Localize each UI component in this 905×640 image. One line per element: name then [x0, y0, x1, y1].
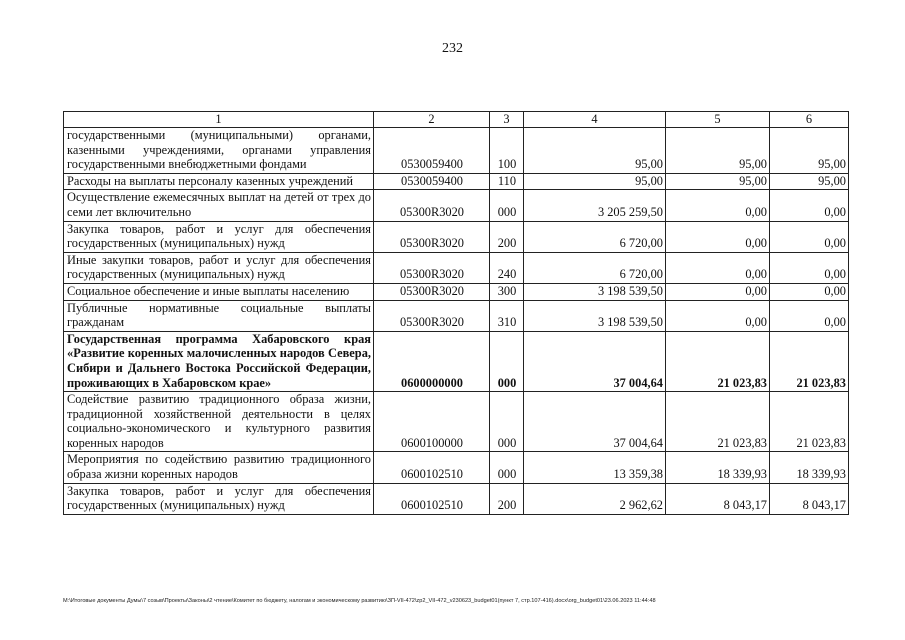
row-name: Социальное обеспечение и иные выплаты населению — [64, 283, 374, 300]
row-target-code: 05300R3020 — [374, 252, 490, 283]
table-row — [64, 331, 849, 391]
row-value-col6: 0,00 — [770, 190, 849, 221]
row-value-col4: 6 720,00 — [524, 252, 666, 283]
table-row — [64, 452, 849, 483]
row-name: Содействие развитию традиционного образа жизни, традиционной хозяйственной деятельности в целях социально-экономического и культурного развития коренных народов — [64, 392, 374, 452]
row-target-code: 0600000000 — [374, 331, 490, 391]
header-col-6: 6 — [770, 112, 849, 128]
row-target-code: 0530059400 — [374, 128, 490, 174]
row-target-code: 0600100000 — [374, 392, 490, 452]
row-expense-type: 100 — [490, 128, 524, 174]
row-value-col6: 21 023,83 — [770, 392, 849, 452]
row-value-col5: 0,00 — [666, 283, 770, 300]
table-row — [64, 283, 849, 300]
row-name: Расходы на выплаты персоналу казенных учреждений — [64, 173, 374, 190]
table-row — [64, 392, 849, 452]
row-expense-type: 310 — [490, 300, 524, 331]
row-value-col4: 3 205 259,50 — [524, 190, 666, 221]
row-value-col5: 18 339,93 — [666, 452, 770, 483]
row-value-col4: 6 720,00 — [524, 221, 666, 252]
row-value-col4: 3 198 539,50 — [524, 283, 666, 300]
row-expense-type: 200 — [490, 483, 524, 514]
row-expense-type: 000 — [490, 452, 524, 483]
row-value-col6: 95,00 — [770, 173, 849, 190]
row-value-col4: 3 198 539,50 — [524, 300, 666, 331]
row-name: Государственная программа Хабаровского края «Развитие коренных малочисленных народов Севера, Сибири и Дальнего Востока Российской Федерации, проживающих в Хабаровском крае» — [64, 331, 374, 391]
row-value-col5: 0,00 — [666, 221, 770, 252]
row-name: Закупка товаров, работ и услуг для обеспечения государственных (муниципальных) нужд — [64, 221, 374, 252]
row-target-code: 05300R3020 — [374, 283, 490, 300]
row-value-col6: 8 043,17 — [770, 483, 849, 514]
table-row — [64, 190, 849, 221]
row-value-col4: 37 004,64 — [524, 392, 666, 452]
row-expense-type: 200 — [490, 221, 524, 252]
row-value-col5: 21 023,83 — [666, 331, 770, 391]
table-row — [64, 128, 849, 174]
row-value-col5: 8 043,17 — [666, 483, 770, 514]
row-value-col6: 21 023,83 — [770, 331, 849, 391]
row-value-col6: 18 339,93 — [770, 452, 849, 483]
row-expense-type: 000 — [490, 331, 524, 391]
budget-table — [63, 111, 849, 515]
file-path-footer: M:\Итоговые документы Думы\7 созыв\Проекты\Законы\2 чтение\Комитет по бюджету, налогам и экономическому развитию\ЗП-VII-472\zp2_VII-472_v230623_budget01(пункт 7, стр.107-416).docx\org_budget01\23.06.2023 11:44:48 — [63, 598, 656, 604]
table-header-row — [64, 112, 849, 128]
table-row — [64, 300, 849, 331]
header-col-1: 1 — [64, 112, 374, 128]
row-name: Публичные нормативные социальные выплаты гражданам — [64, 300, 374, 331]
row-name: Осуществление ежемесячных выплат на детей от трех до семи лет включительно — [64, 190, 374, 221]
row-value-col4: 95,00 — [524, 173, 666, 190]
row-name: Закупка товаров, работ и услуг для обеспечения государственных (муниципальных) нужд — [64, 483, 374, 514]
row-value-col5: 95,00 — [666, 173, 770, 190]
row-value-col6: 0,00 — [770, 221, 849, 252]
row-value-col5: 21 023,83 — [666, 392, 770, 452]
row-target-code: 0600102510 — [374, 452, 490, 483]
row-value-col4: 2 962,62 — [524, 483, 666, 514]
row-target-code: 0530059400 — [374, 173, 490, 190]
row-value-col4: 37 004,64 — [524, 331, 666, 391]
table-row — [64, 483, 849, 514]
header-col-2: 2 — [374, 112, 490, 128]
row-value-col5: 0,00 — [666, 300, 770, 331]
row-value-col5: 0,00 — [666, 190, 770, 221]
row-expense-type: 000 — [490, 392, 524, 452]
header-col-5: 5 — [666, 112, 770, 128]
row-name: государственными (муниципальными) органами, казенными учреждениями, органами управления государственными внебюджетными фондами — [64, 128, 374, 174]
row-value-col5: 95,00 — [666, 128, 770, 174]
row-value-col4: 13 359,38 — [524, 452, 666, 483]
row-value-col4: 95,00 — [524, 128, 666, 174]
row-expense-type: 000 — [490, 190, 524, 221]
row-value-col6: 0,00 — [770, 252, 849, 283]
row-value-col6: 95,00 — [770, 128, 849, 174]
page-number: 232 — [442, 41, 463, 56]
row-target-code: 0600102510 — [374, 483, 490, 514]
row-target-code: 05300R3020 — [374, 190, 490, 221]
row-value-col6: 0,00 — [770, 283, 849, 300]
row-target-code: 05300R3020 — [374, 300, 490, 331]
row-expense-type: 240 — [490, 252, 524, 283]
header-col-3: 3 — [490, 112, 524, 128]
row-target-code: 05300R3020 — [374, 221, 490, 252]
row-expense-type: 300 — [490, 283, 524, 300]
table-row — [64, 173, 849, 190]
table-row — [64, 221, 849, 252]
row-name: Иные закупки товаров, работ и услуг для обеспечения государственных (муниципальных) нужд — [64, 252, 374, 283]
table-row — [64, 252, 849, 283]
header-col-4: 4 — [524, 112, 666, 128]
row-value-col6: 0,00 — [770, 300, 849, 331]
row-name: Мероприятия по содействию развитию традиционного образа жизни коренных народов — [64, 452, 374, 483]
row-value-col5: 0,00 — [666, 252, 770, 283]
row-expense-type: 110 — [490, 173, 524, 190]
